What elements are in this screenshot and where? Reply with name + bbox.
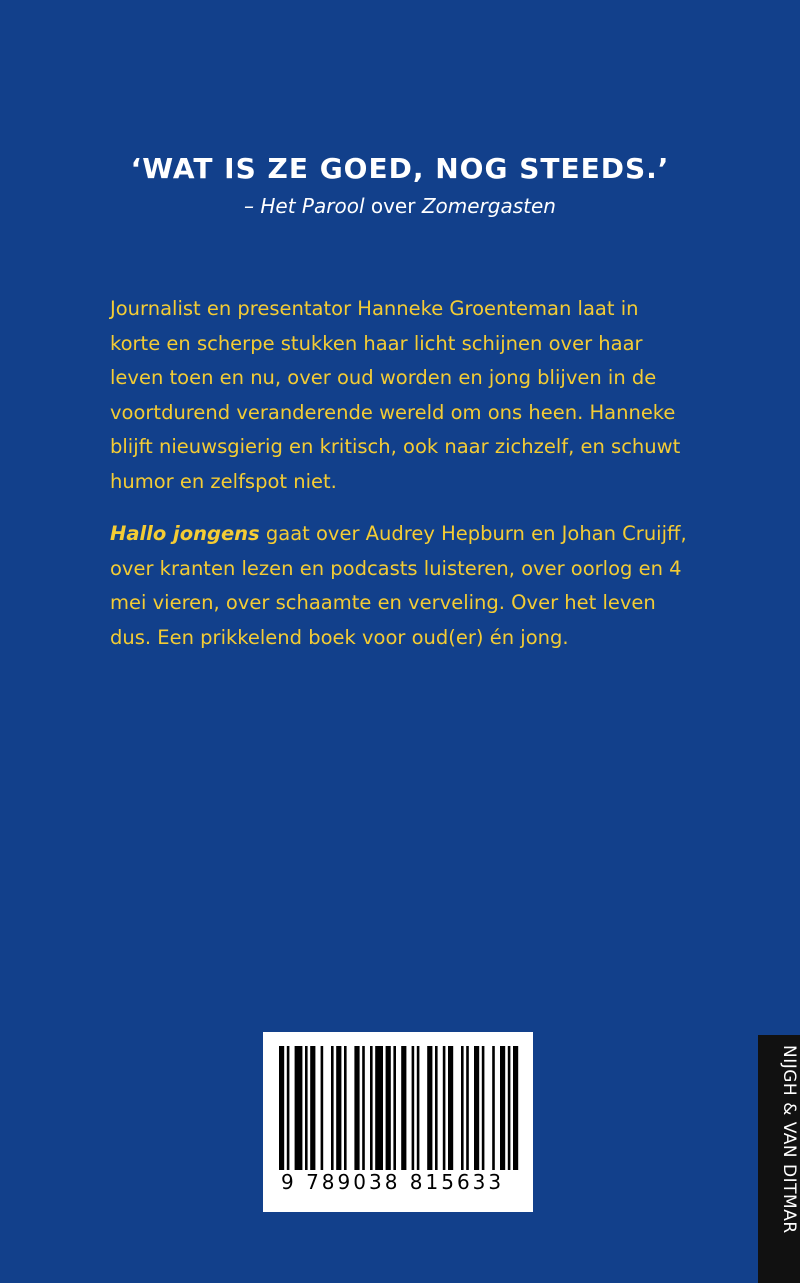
barcode-bar (508, 1046, 511, 1170)
blurb-paragraph-1: Journalist en presentator Hanneke Groenteman laat in korte en scherpe stukken haar licht schijnen over haar leven toen en nu, over oud worden en jong blijven in de voortdurend veranderende wereld om ons heen. Hanneke blijft nieuwsgierig en kritisch, ook naar zichzelf, en schuwt humor en zelfspot niet. (110, 297, 681, 493)
barcode-bar (443, 1046, 446, 1170)
isbn-number: 9 789038 815633 (281, 1170, 505, 1194)
barcode-bar (305, 1046, 308, 1170)
barcode-bar (331, 1046, 334, 1170)
publisher-name: NIJGH & VAN DITMAR (779, 1045, 799, 1234)
barcode-bar (492, 1046, 495, 1170)
publisher-spine (758, 1035, 800, 1283)
quote-text: ‘WAT IS ZE GOED, NOG STEEDS.’ (130, 152, 670, 185)
blurb-paragraph-2-text: gaat over Audrey Hepburn en Johan Cruijff, over kranten lezen en podcasts luisteren, over oorlog en 4 mei vieren, over schaamte en verveling. Over het leven dus. Een prikkelend boek voor oud(er) én jong. (110, 522, 687, 649)
barcode-bar (310, 1046, 315, 1170)
barcode-bar (393, 1046, 396, 1170)
back-cover-blurb (110, 292, 690, 655)
barcode-bar (474, 1046, 479, 1170)
barcode-bar (466, 1046, 469, 1170)
review-quote (0, 150, 800, 220)
barcode-bar (401, 1046, 406, 1170)
barcode-bar (279, 1046, 284, 1170)
barcode-bar (386, 1046, 391, 1170)
barcode-bar (370, 1046, 373, 1170)
quote-source-program: Zomergasten (421, 194, 556, 218)
quote-source (0, 192, 800, 220)
barcode-bar (295, 1046, 303, 1170)
barcode-bar (321, 1046, 324, 1170)
barcode-bar (435, 1046, 438, 1170)
barcode-bar (336, 1046, 341, 1170)
barcode-bar (448, 1046, 453, 1170)
blurb-paragraph-2 (110, 517, 690, 655)
barcode-bar (375, 1046, 383, 1170)
quote-source-connector: over (364, 194, 422, 218)
barcode (263, 1032, 533, 1212)
barcode-bar (287, 1046, 290, 1170)
book-title-reference: Hallo jongens (110, 522, 260, 545)
barcode-bar (482, 1046, 485, 1170)
barcode-bar (427, 1046, 432, 1170)
barcode-bars-graphic (277, 1046, 519, 1170)
barcode-bar (412, 1046, 415, 1170)
barcode-bar (417, 1046, 420, 1170)
barcode-bar (500, 1046, 505, 1170)
barcode-bar (461, 1046, 464, 1170)
barcode-bar (513, 1046, 518, 1170)
barcode-bar (344, 1046, 347, 1170)
barcode-bar (362, 1046, 365, 1170)
barcode-bar (354, 1046, 359, 1170)
quote-source-paper: – Het Parool (244, 194, 365, 218)
